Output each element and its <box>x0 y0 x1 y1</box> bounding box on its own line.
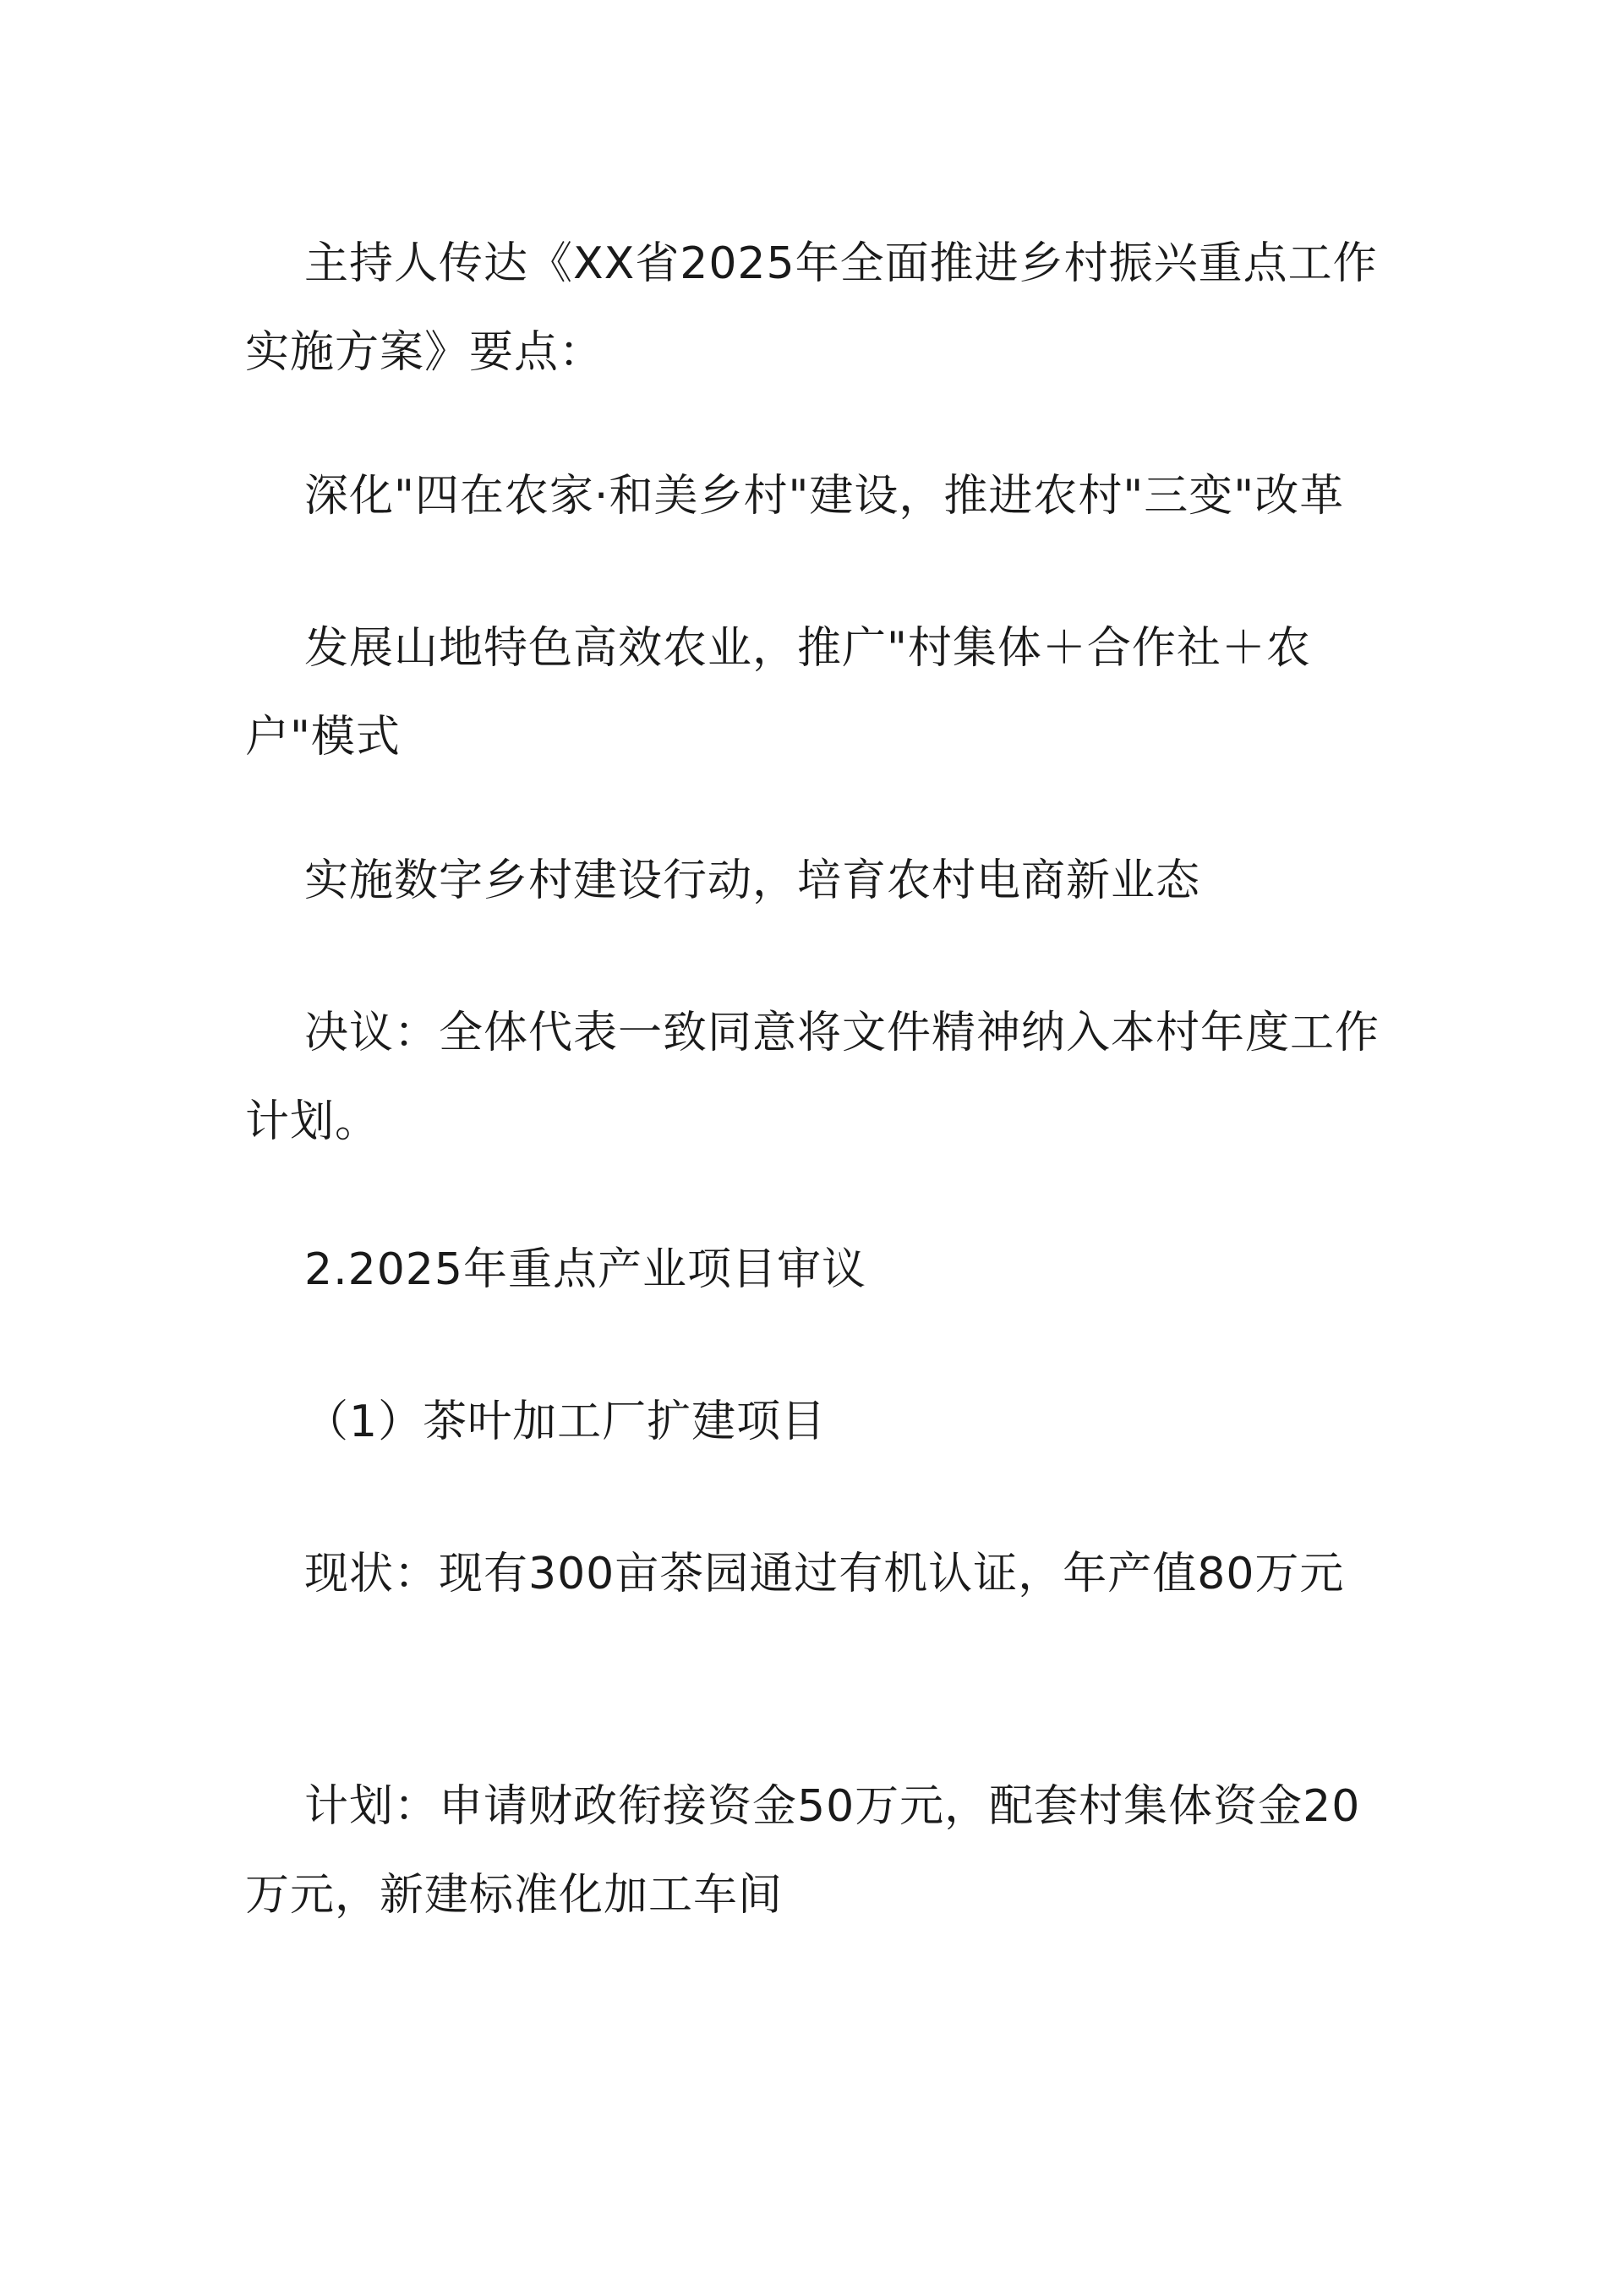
paragraph-point-agriculture: 发展山地特色高效农业，推广"村集体＋合作社＋农户"模式 <box>245 623 1311 763</box>
paragraph-plan: 计划：申请财政衔接资金50万元，配套村集体资金20万元，新建标准化加工车间 <box>245 1781 1361 1921</box>
paragraph-current-status: 现状：现有300亩茶园通过有机认证，年产值80万元 <box>304 1549 1345 1599</box>
subheading-tea-factory: （1）茶叶加工厂扩建项目 <box>304 1397 827 1447</box>
paragraph-policy-transmission: 主持人传达《XX省2025年全面推进乡村振兴重点工作实施方案》要点： <box>245 238 1378 378</box>
paragraph-resolution: 决议：全体代表一致同意将文件精神纳入本村年度工作计划。 <box>245 1008 1380 1147</box>
section-heading-projects: 2.2025年重点产业项目审议 <box>304 1244 866 1295</box>
paragraph-point-reform: 深化"四在农家·和美乡村"建设，推进农村"三变"改革 <box>304 471 1345 522</box>
paragraph-point-digital: 实施数字乡村建设行动，培育农村电商新业态 <box>304 856 1201 906</box>
